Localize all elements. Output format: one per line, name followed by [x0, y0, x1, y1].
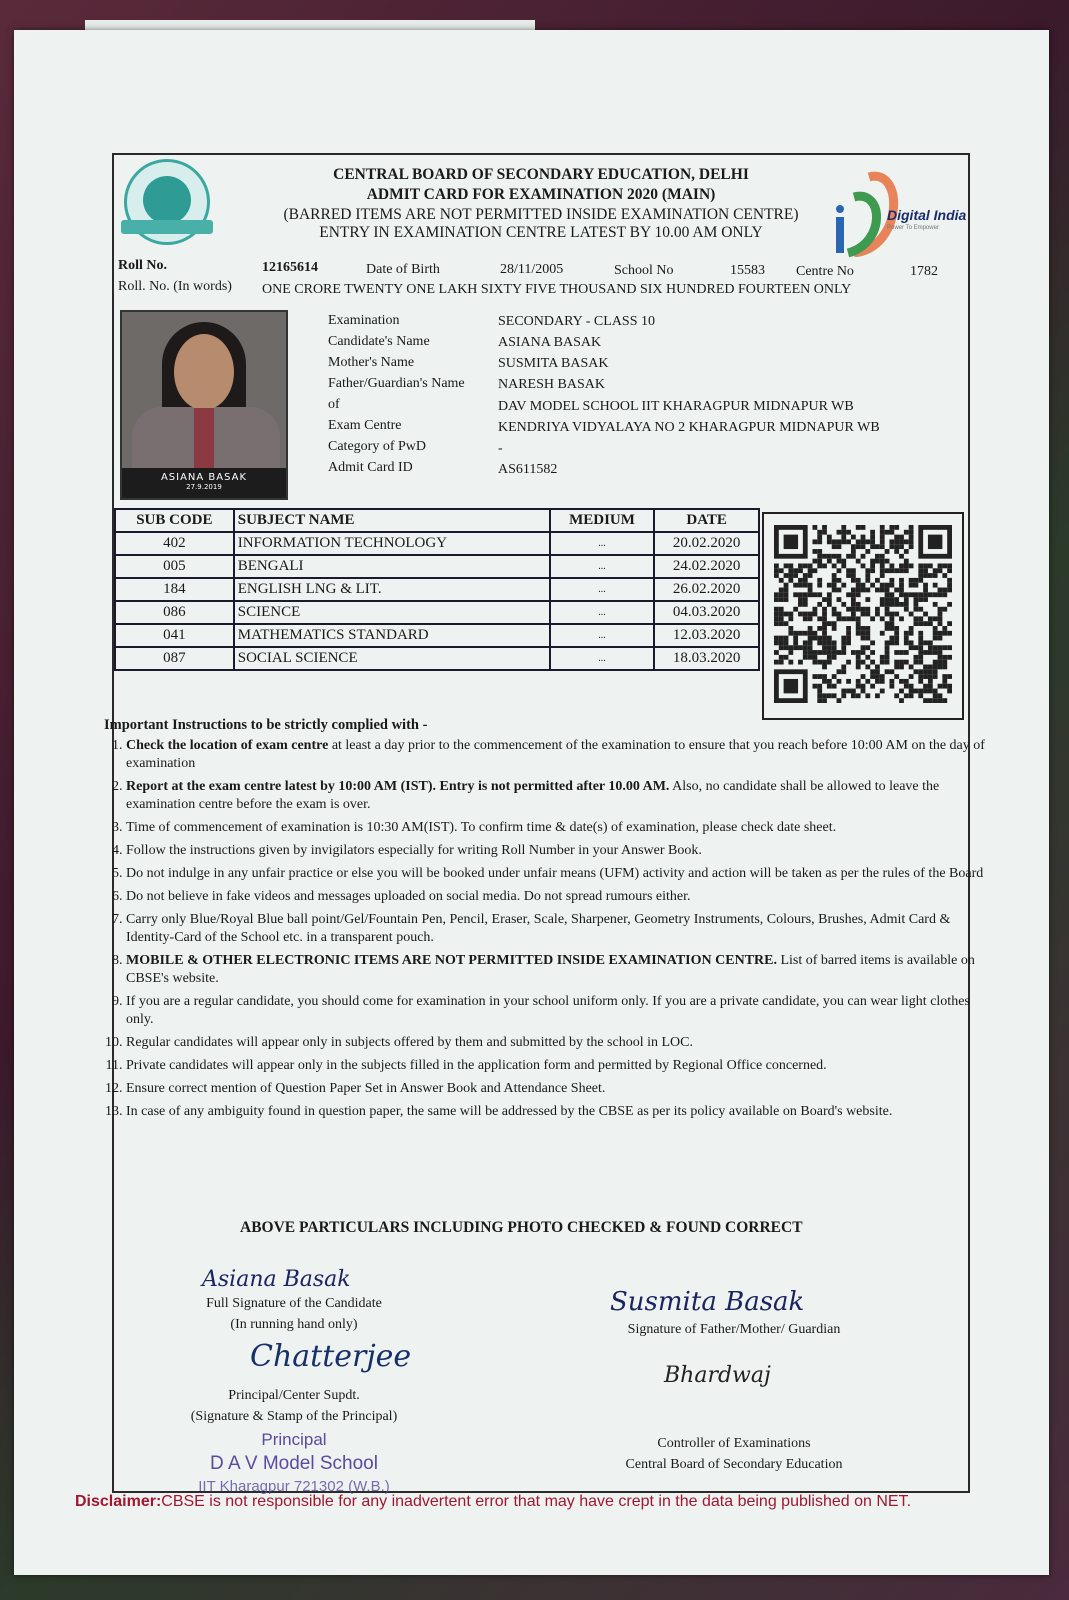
subject-name: ENGLISH LNG & LIT. [234, 578, 550, 601]
instruction-item [126, 819, 986, 837]
instruction-text: Private candidates will appear only in the subjects filled in the application form and permitted by Regional Office concerned. [126, 1058, 827, 1073]
admit-card-title: ADMIT CARD FOR EXAMINATION 2020 (MAIN) [366, 186, 716, 203]
subject-date: 20.02.2020 [654, 532, 759, 555]
detail-value: DAV MODEL SCHOOL IIT KHARAGPUR MIDNAPUR WB [498, 399, 854, 414]
table-header-row [115, 509, 759, 532]
instruction-text: Do not indulge in any unfair practice or else you will be booked under unfair means (UFM) activity and action will be taken as per the rules of the Board [126, 866, 984, 881]
roll-no-value: 12165614 [262, 260, 318, 275]
subject-code: 184 [115, 578, 234, 601]
admit-card [104, 153, 985, 1493]
instruction-text: If you are a regular candidate, you should come for examination in your school uniform only. If you are a private candidate, you can wear light clothes only. [126, 994, 970, 1027]
subject-medium: ... [550, 601, 655, 624]
subject-date: 18.03.2020 [654, 647, 759, 670]
instruction-item [126, 952, 986, 988]
controller-board-label: Central Board of Secondary Education [625, 1457, 843, 1472]
instruction-text: In case of any ambiguity found in question paper, the same will be addressed by the CBSE as per its policy available on Board's website. [126, 1104, 893, 1119]
col-subject-name: SUBJECT NAME [234, 509, 550, 532]
col-medium: MEDIUM [550, 509, 655, 532]
centre-no-label: Centre No [796, 264, 854, 279]
instruction-text: Carry only Blue/Royal Blue ball point/Gel/Fountain Pen, Pencil, Eraser, Scale, Sharpener, Geometry Instruments, Colours, Brushes, Admit Card & Identity-Card of the School etc. in a transparent pouch. [126, 912, 951, 945]
barred-items-notice: (BARRED ITEMS ARE NOT PERMITTED INSIDE EXAMINATION CENTRE) [283, 206, 799, 223]
subject-name: SCIENCE [234, 601, 550, 624]
disclaimer-label: Disclaimer: [75, 1493, 162, 1510]
photo-caption-date: 27.9.2019 [186, 483, 222, 491]
school-no-value: 15583 [730, 263, 765, 278]
subject-code: 086 [115, 601, 234, 624]
detail-value: ASIANA BASAK [498, 335, 602, 350]
subject-row [115, 555, 759, 578]
subject-name: INFORMATION TECHNOLOGY [234, 532, 550, 555]
candidate-signature-note: (In running hand only) [230, 1317, 358, 1332]
instruction-item [126, 865, 986, 883]
detail-label: of [328, 397, 340, 412]
roll-no-label: Roll No. [118, 258, 167, 273]
controller-label: Controller of Examinations [657, 1436, 811, 1451]
instruction-item [126, 1034, 986, 1052]
centre-no-value: 1782 [910, 264, 938, 279]
subject-date: 04.03.2020 [654, 601, 759, 624]
disclaimer-text: CBSE is not responsible for any inadvertent error that may have crept in the data being published on NET. [161, 1493, 912, 1510]
instruction-item [126, 842, 986, 860]
principal-label: Principal/Center Supdt. [228, 1388, 360, 1403]
subject-date: 26.02.2020 [654, 578, 759, 601]
instruction-item [126, 993, 986, 1029]
instruction-text: Ensure correct mention of Question Paper Set in Answer Book and Attendance Sheet. [126, 1081, 606, 1096]
subject-name: BENGALI [234, 555, 550, 578]
subject-code: 087 [115, 647, 234, 670]
subject-medium: ... [550, 624, 655, 647]
instruction-text: at least a day prior to the commencement of the examination to ensure that you reach before 10:00 AM on the day of examination [126, 738, 985, 771]
candidate-photo [120, 310, 288, 500]
detail-label: Category of PwD [328, 439, 426, 454]
disclaimer [75, 1493, 911, 1511]
digital-india-tagline: Power To Empower [887, 225, 939, 231]
instruction-emphasis: Check the location of exam centre [126, 738, 329, 753]
subject-medium: ... [550, 532, 655, 555]
instruction-emphasis: Report at the exam centre latest by 10:00 AM (IST). Entry is not permitted after 10.00 AM. [126, 779, 670, 794]
subjects-table [114, 508, 760, 671]
subject-row [115, 624, 759, 647]
instruction-item [126, 1057, 986, 1075]
instruction-text: Also, no candidate shall be allowed to leave the examination centre before the exam is over. [126, 779, 940, 812]
detail-value: SECONDARY - CLASS 10 [498, 314, 656, 329]
qr-code-icon [774, 522, 952, 706]
detail-value: - [498, 441, 503, 456]
instruction-item [126, 1103, 986, 1121]
instruction-text: Follow the instructions given by invigilators especially for writing Roll Number in your Answer Book. [126, 843, 702, 858]
instruction-item [126, 737, 986, 773]
subject-code: 005 [115, 555, 234, 578]
digital-india-text: Digital India [887, 207, 967, 223]
verification-statement: ABOVE PARTICULARS INCLUDING PHOTO CHECKED & FOUND CORRECT [240, 1219, 803, 1236]
controller-signature: Bhardwaj [664, 1363, 771, 1388]
entry-time-notice: ENTRY IN EXAMINATION CENTRE LATEST BY 10.00 AM ONLY [319, 224, 763, 241]
guardian-signature-label: Signature of Father/Mother/ Guardian [627, 1322, 841, 1337]
candidate-signature: Asiana Basak [202, 1267, 351, 1292]
subject-row [115, 647, 759, 670]
detail-label: Admit Card ID [328, 460, 413, 475]
instruction-emphasis: MOBILE & OTHER ELECTRONIC ITEMS ARE NOT PERMITTED INSIDE EXAMINATION CENTRE. [126, 953, 777, 968]
candidate-signature-label: Full Signature of the Candidate [206, 1296, 382, 1311]
detail-label: Candidate's Name [328, 334, 430, 349]
instruction-text: Regular candidates will appear only in subjects offered by them and submitted by the school in LOC. [126, 1035, 693, 1050]
school-no-label: School No [614, 263, 674, 278]
admit-card-paper [14, 30, 1049, 1575]
stamp-school: D A V Model School [210, 1453, 378, 1474]
instruction-item [126, 888, 986, 906]
dob-value: 28/11/2005 [500, 262, 564, 277]
dob-label: Date of Birth [366, 262, 440, 277]
detail-label: Exam Centre [328, 418, 402, 433]
subject-code: 402 [115, 532, 234, 555]
detail-value: AS611582 [498, 462, 558, 477]
instruction-item [126, 911, 986, 947]
detail-value: SUSMITA BASAK [498, 356, 609, 371]
instruction-text: List of barred items is available on CBSE's website. [126, 953, 975, 986]
guardian-signature: Susmita Basak [610, 1287, 805, 1317]
roll-words-label: Roll. No. (In words) [118, 279, 232, 294]
subject-name: SOCIAL SCIENCE [234, 647, 550, 670]
subject-date: 24.02.2020 [654, 555, 759, 578]
stamp-principal: Principal [261, 1430, 327, 1449]
board-title: CENTRAL BOARD OF SECONDARY EDUCATION, DELHI [333, 166, 749, 183]
col-date: DATE [654, 509, 759, 532]
subject-medium: ... [550, 647, 655, 670]
detail-label: Mother's Name [328, 355, 415, 370]
subject-medium: ... [550, 578, 655, 601]
instruction-text: Do not believe in fake videos and messages uploaded on social media. Do not spread rumours either. [126, 889, 691, 904]
subject-name: MATHEMATICS STANDARD [234, 624, 550, 647]
subject-row [115, 532, 759, 555]
principal-signature: Chatterjee [250, 1339, 412, 1374]
principal-stamp-label: (Signature & Stamp of the Principal) [190, 1409, 398, 1424]
detail-label: Father/Guardian's Name [328, 376, 465, 391]
instructions-list [102, 737, 986, 1126]
subject-medium: ... [550, 555, 655, 578]
instruction-text: Time of commencement of examination is 10:30 AM(IST). To confirm time & date(s) of examination, please check date sheet. [126, 820, 837, 835]
subject-row [115, 578, 759, 601]
subject-date: 12.03.2020 [654, 624, 759, 647]
photo-caption-name: ASIANA BASAK [160, 472, 248, 483]
roll-words-value: ONE CRORE TWENTY ONE LAKH SIXTY FIVE THOUSAND SIX HUNDRED FOURTEEN ONLY [262, 282, 852, 297]
qr-code-box [762, 512, 964, 720]
instruction-item [126, 1080, 986, 1098]
stamp-address: IIT Kharagpur 721302 (W.B.) [198, 1478, 390, 1495]
col-sub-code: SUB CODE [115, 509, 234, 532]
subject-row [115, 601, 759, 624]
instruction-item [126, 778, 986, 814]
subject-code: 041 [115, 624, 234, 647]
instructions-title: Important Instructions to be strictly complied with - [104, 717, 428, 733]
detail-value: NARESH BASAK [498, 377, 605, 392]
detail-label: Examination [328, 313, 400, 328]
detail-value: KENDRIYA VIDYALAYA NO 2 KHARAGPUR MIDNAPUR WB [498, 420, 880, 435]
